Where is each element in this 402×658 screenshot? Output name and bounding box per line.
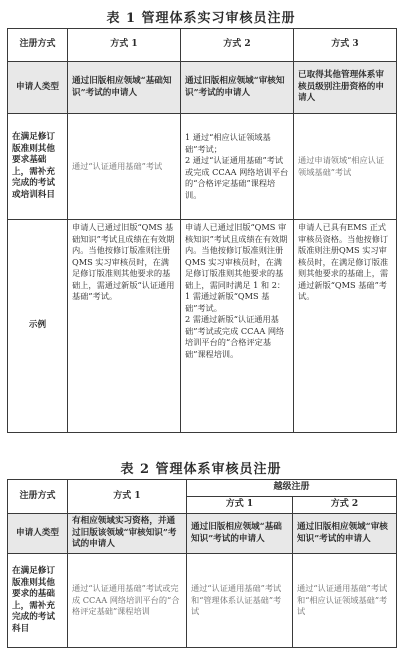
table1-row-exam [8, 114, 397, 220]
table1-row-example [8, 220, 397, 433]
table2-applicant-skip2: 通过旧版相应领域“审核知识”考试的申请人 [293, 514, 397, 554]
table2-header-way1: 方式 1 [68, 480, 187, 514]
table1-applicant-way2: 通过旧版相应领域“审核知识”考试的申请人 [181, 62, 294, 114]
table2-header-skip-way1: 方式 1 [187, 497, 293, 514]
table1-applicant-way1: 通过旧版相应领域“基础知识”考试的申请人 [68, 62, 181, 114]
table1-row-applicant [8, 62, 397, 114]
table1-header-way2: 方式 2 [181, 29, 294, 62]
table2-applicant-skip1: 通过旧版相应领域“基础知识”考试的申请人 [187, 514, 293, 554]
table1-exam-way3: 通过申请领域“相应认证领域基础”考试 [294, 114, 397, 220]
table2-header-method: 注册方式 [8, 480, 68, 514]
table1-header-way3: 方式 3 [294, 29, 397, 62]
table2-exam-skip1: 通过“认证通用基础”考试和“管理体系认证基础”考试 [187, 554, 293, 648]
table1-example-way2: 申请人已通过旧版“QMS 审核知识”考试且成绩在有效期内。当他按修订版准则注册QMS 实习审核员时，在满足修订版准则其他要求的基础上，需同时满足 1 和 2： 1 需通过新版“QMS 基础”考试。 2 需通过新版“认证通用基础”考试或完成 CCAA 网络培训平台的“合格评定基础”课程培训。 [181, 220, 294, 433]
table1-applicant-way3: 已取得其他管理体系审核员级别注册资格的申请人 [294, 62, 397, 114]
table2-header-skip-way2: 方式 2 [293, 497, 397, 514]
table1-header-method: 注册方式 [8, 29, 68, 62]
table1-exam-way2: 1 通过“相应认证领域基础”考试； 2 通过“认证通用基础”考试或完成 CCAA 网络培训平台的“合格评定基础”课程培训。 [181, 114, 294, 220]
table2-exam-label: 在满足修订版准则其他要求的基础上，需补充完成的考试科目 [8, 554, 68, 648]
table2-row-applicant [8, 514, 397, 554]
table1-applicant-label: 申请人类型 [8, 62, 68, 114]
table2-row-exam [8, 554, 397, 648]
table1-exam-label: 在满足修订版准则其他要求基础上，需补充完成的考试或培训科目 [8, 114, 68, 220]
table2-header-row-1 [8, 480, 397, 497]
table1-example-way3: 申请人已具有EMS 正式审核员资格。当他按修订版准则注册QMS 实习审核员时，在满足修订版准则其他要求的基础上，需通过新版“QMS 基础”考试。 [294, 220, 397, 433]
table1-header-row [8, 29, 397, 62]
table1-header-way1: 方式 1 [68, 29, 181, 62]
table2-header-skip-level: 越级注册 [187, 480, 397, 497]
table2-applicant-way1: 有相应领域实习资格，并通过旧版该领域“审核知识”考试的申请人 [68, 514, 187, 554]
table2-caption: 表 2 管理体系审核员注册 [120, 462, 282, 477]
table1-caption: 表 1 管理体系实习审核员注册 [106, 11, 296, 26]
table1-example-way1: 申请人已通过旧版“QMS 基础知识”考试且成绩在有效期内。当他按修订版准则注册 QMS 实习审核员时，在满足修订版准则其他要求的基础上，需通过新版“认证通用基础”考试。 [68, 220, 181, 433]
table1 [7, 28, 397, 433]
table2 [7, 479, 397, 648]
table2-exam-way1: 通过“认证通用基础”考试或完成 CCAA 网络培训平台的“合格评定基础”课程培训 [68, 554, 187, 648]
table2-exam-skip2: 通过“认证通用基础”考试和“相应认证领域基础”考试 [293, 554, 397, 648]
table2-applicant-label: 申请人类型 [8, 514, 68, 554]
table1-exam-way1: 通过“认证通用基础”考试 [68, 114, 181, 220]
table1-example-label: 示例 [8, 220, 68, 433]
